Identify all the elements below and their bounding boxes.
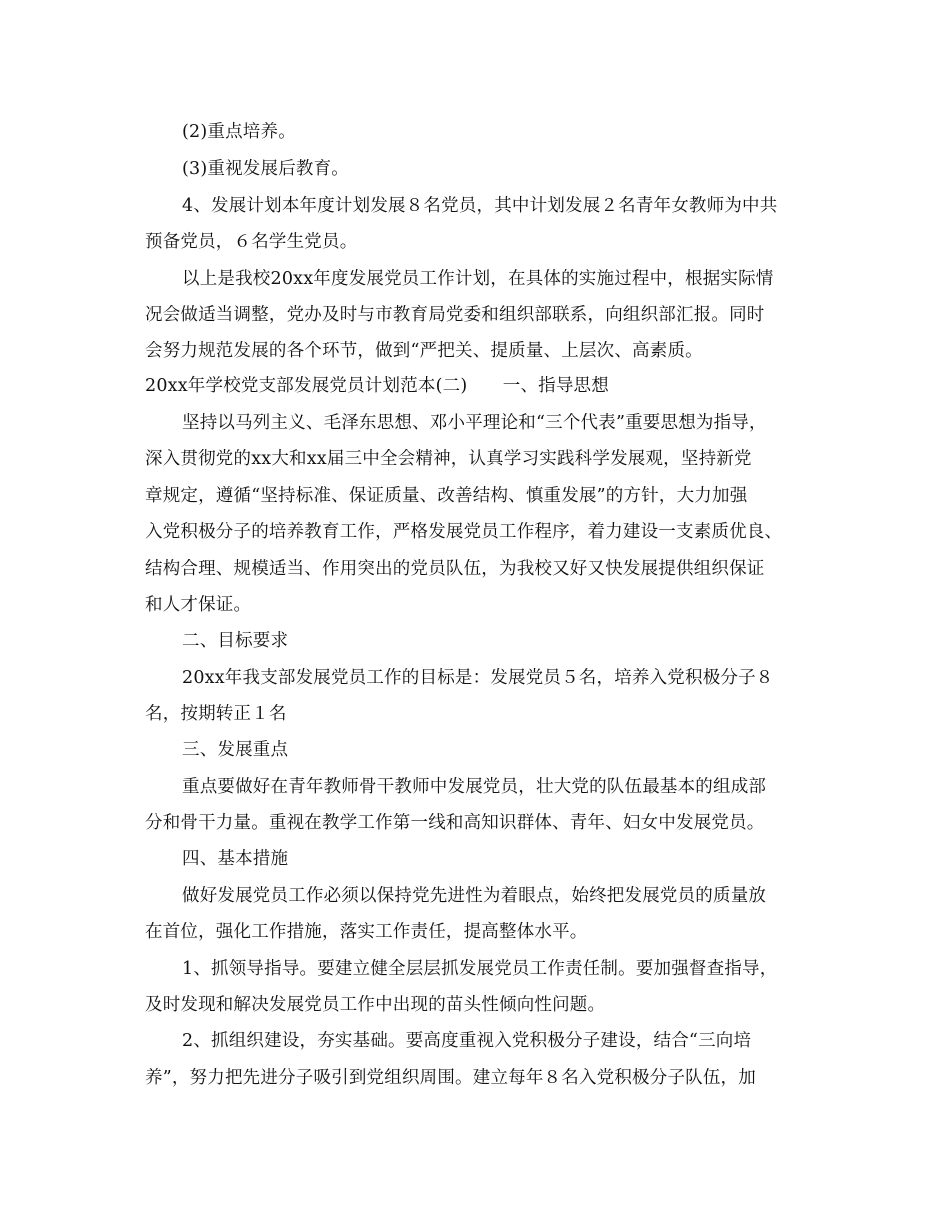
text-line: 分和骨干力量。重视在教学工作第一线和高知识群体、青年、妇女中发展党员。 xyxy=(145,813,765,833)
text-line: 况会做适当调整，党办及时与市教育局党委和组织部联系，向组织部汇报。同时 xyxy=(145,305,765,325)
text-line: 20xx年我支部发展党员工作的目标是：发展党员５名，培养入党积极分子８ xyxy=(182,668,774,688)
text-line: 预备党员，６名学生党员。 xyxy=(145,232,358,252)
text-line: 1、抓领导指导。要建立健全层层抓发展党员工作责任制。要加强督查指导， xyxy=(182,959,778,979)
text-line: 及时发现和解决发展党员工作中出现的苗头性倾向性问题。 xyxy=(145,995,606,1015)
text-line: 坚持以马列主义、毛泽东思想、邓小平理论和“三个代表”重要思想为指导， xyxy=(182,413,767,433)
section-heading: 20xx年学校党支部发展党员计划范本(二) 一、指导思想 xyxy=(145,376,609,396)
text-line: (2)重点培养。 xyxy=(182,122,296,142)
text-line: 做好发展党员工作必须以保持党先进性为着眼点，始终把发展党员的质量放 xyxy=(182,886,767,906)
subheading: 二、目标要求 xyxy=(182,631,289,651)
text-line: 在首位，强化工作措施，落实工作责任，提高整体水平。 xyxy=(145,922,588,942)
text-line: 养”，努力把先进分子吸引到党组织周围。建立每年８名入党积极分子队伍，加 xyxy=(145,1068,756,1088)
text-line: 会努力规范发展的各个环节，做到“严把关、提质量、上层次、高素质。 xyxy=(145,341,703,361)
text-line: 结构合理、规模适当、作用突出的党员队伍，为我校又好又快发展提供组织保证 xyxy=(145,559,765,579)
text-line: 入党积极分子的培养教育工作，严格发展党员工作程序，着力建设一支素质优良、 xyxy=(145,522,783,542)
text-line: 名，按期转正１名 xyxy=(145,704,287,724)
text-line: 深入贯彻党的xx大和xx届三中全会精神，认真学习实践科学发展观，坚持新党 xyxy=(145,449,752,469)
text-line: (3)重视发展后教育。 xyxy=(182,159,349,179)
subheading: 四、基本措施 xyxy=(182,849,289,869)
text-line: 2、抓组织建设，夯实基础。要高度重视入党积极分子建设，结合“三向培 xyxy=(182,1031,752,1051)
text-line: 4、发展计划本年度计划发展８名党员，其中计划发展２名青年女教师为中共 xyxy=(182,196,778,216)
text-line: 和人才保证。 xyxy=(145,595,252,615)
text-line: 重点要做好在青年教师骨干教师中发展党员，壮大党的队伍最基本的组成部 xyxy=(182,777,767,797)
text-line: 章规定，遵循“坚持标准、保证质量、改善结构、慎重发展”的方针，大力加强 xyxy=(145,486,748,506)
subheading: 三、发展重点 xyxy=(182,740,289,760)
text-line: 以上是我校20xx年度发展党员工作计划，在具体的实施过程中，根据实际情 xyxy=(182,269,774,289)
